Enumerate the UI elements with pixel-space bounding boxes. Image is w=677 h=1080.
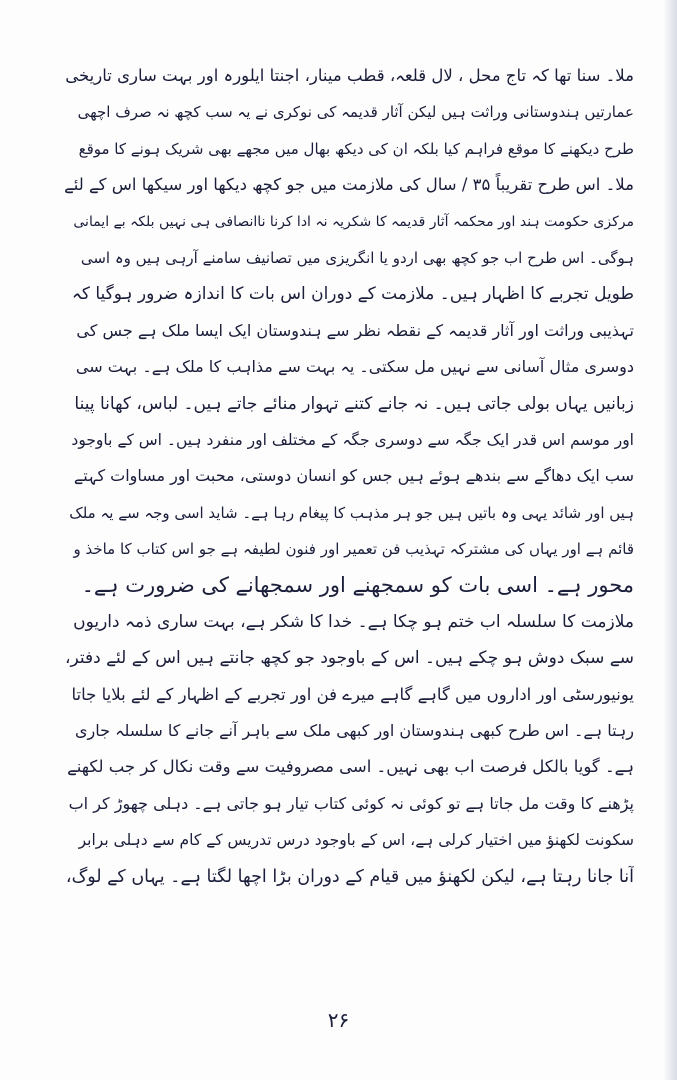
text-line: طرح دیکھنے کا موقع فراہم کیا بلکہ ان کی دیکھ بھال میں مجھے بھی شریک ہونے کا موقع — [78, 139, 634, 158]
text-line: دوسری مثال آسانی سے نہیں مل سکتی۔ یہ بہت سے مذاہب کا ملک ہے۔ بہت سی — [75, 357, 634, 377]
text-line: ملا۔ سنا تھا کہ تاج محل ، لال قلعہ، قطب مینار، اجنتا ایلورہ اور بہت ساری تاریخی — [65, 66, 634, 85]
text-line: تہذیبی وراثت اور آثار قدیمہ کے نقطہ نظر سے ہندوستان ایک ایسا ملک ہے جس کی — [76, 320, 634, 340]
text-line: ہوگی۔ اس طرح اب جو کچھ بھی اردو یا انگریزی میں تصانیف سامنے آرہی ہیں وہ اسی — [80, 248, 634, 267]
text-line: سے سبک دوش ہو چکے ہیں۔ اس کے باوجود جو کچھ جانتے ہیں اس کے لئے دفتر، — [64, 648, 634, 669]
text-line: ہیں اور شائد یہی وہ باتیں ہیں جو ہر مذہب کا پیغام رہا ہے۔ شاید اسی وجہ سے یہ ملک — [69, 503, 634, 522]
text-line: اور موسم اس قدر ایک جگہ سے دوسری جگہ کے مختلف اور منفرد ہیں۔ اس کے باوجود — [71, 430, 634, 449]
text-line: رہتا ہے۔ اس طرح کبھی ہندوستان اور کبھی ملک سے باہر آنے جانے کا سلسلہ جاری — [74, 721, 634, 741]
text-line: سکونت لکھنؤ میں اختیار کرلی ہے، اس کے باوجود درس تدریس کے کام سے دہلی برابر — [78, 831, 634, 850]
text-line: طویل تجربے کا اظہار ہیں۔ ملازمت کے دوران اس بات کا اندازہ ضرور ہوگیا کہ — [71, 284, 634, 305]
text-line: مرکزی حکومت ہند اور محکمہ آثار قدیمہ کا شکریہ نہ ادا کرنا ناانصافی ہی نہیں بلکہ بے ایمانی — [73, 213, 634, 230]
text-line: آنا جانا رہتا ہے، لیکن لکھنؤ میں قیام کے دوران بڑا اچھا لگتا ہے۔ یہاں کے لوگ، — [65, 866, 634, 887]
page-binding-shadow — [663, 0, 677, 1080]
text-line: قائم ہے اور یہاں کی مشترکہ تہذیب فن تعمیر اور فنون لطیفہ ہے جو اس کتاب کا ماخذ و — [73, 540, 634, 559]
text-line: ملازمت کا سلسلہ اب ختم ہو چکا ہے۔ خدا کا شکر ہے، بہت ساری ذمہ داریوں — [73, 611, 634, 632]
text-line: پڑھنے کا وقت مل جاتا ہے تو کوئی نہ کوئی کتاب تیار ہو جاتی ہے۔ دہلی چھوڑ کر اب — [68, 793, 634, 813]
text-line: ہے۔ گویا بالکل فرصت اب بھی نہیں۔ اسی مصروفیت سے وقت نکال کر جب لکھنے — [67, 757, 634, 777]
page-number: ۲۶ — [327, 1008, 350, 1032]
text-line: زبانیں یہاں بولی جاتی ہیں۔ نہ جانے کتنے تہوار منائے جاتے ہیں۔ لباس، کھانا پینا — [74, 393, 634, 414]
body-text — [64, 58, 634, 895]
text-line: محور ہے۔ اسی بات کو سمجھنے اور سمجھانے کی ضرورت ہے۔ — [81, 573, 634, 598]
text-line: عمارتیں ہندوستانی وراثت ہیں لیکن آثار قدیمہ کی نوکری نے یہ سب کچھ نہ صرف اچھی — [77, 103, 634, 122]
text-line: سب ایک دھاگے سے بندھے ہوئے ہیں جس کو انسان دوستی، محبت اور مساوات کہتے — [73, 466, 634, 486]
text-line: یونیورسٹی اور اداروں میں گاہے گاہے میرے فن اور تجربے کے اظہار کے لئے بلایا جاتا — [71, 684, 634, 704]
text-line: ملا۔ اس طرح تقریباً ۳۵ / سال کی ملازمت میں جو کچھ دیکھا اور سیکھا اس کے لئے — [64, 175, 634, 195]
